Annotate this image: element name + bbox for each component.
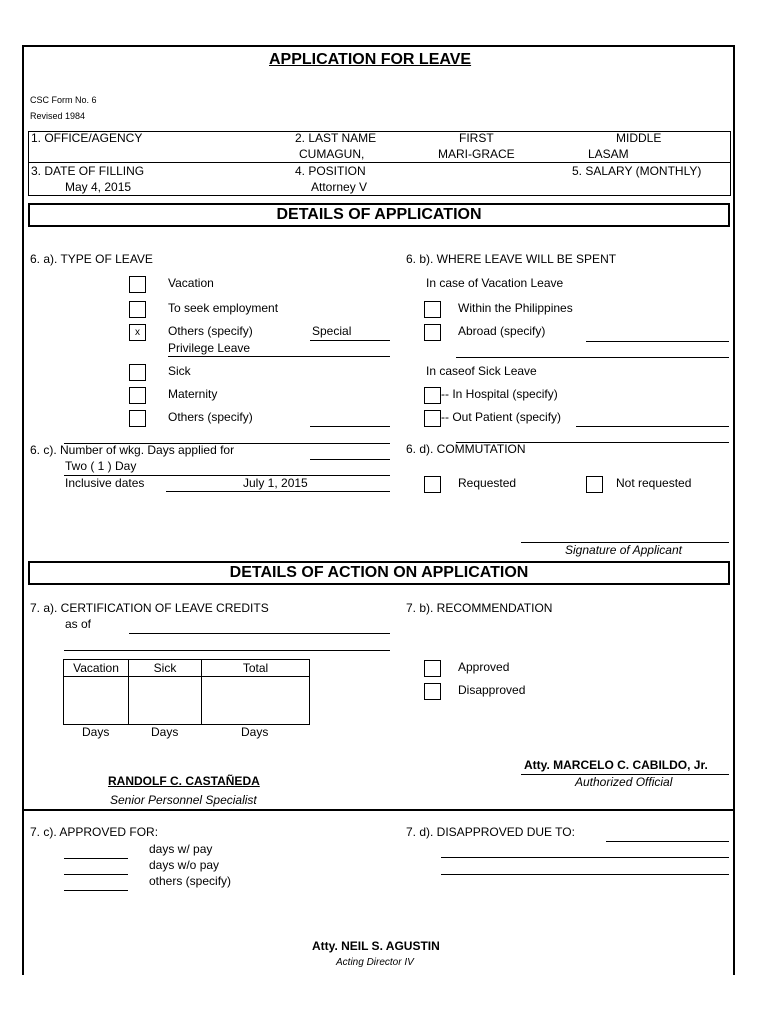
position-label: 4. POSITION bbox=[295, 164, 366, 178]
field-line[interactable] bbox=[606, 841, 729, 842]
days-with-pay-field[interactable] bbox=[64, 858, 128, 859]
divider bbox=[28, 195, 731, 196]
field-line bbox=[456, 357, 729, 358]
field-line bbox=[310, 340, 390, 341]
office-label: 1. OFFICE/AGENCY bbox=[31, 131, 143, 145]
approved-for-label: 7. c). APPROVED FOR: bbox=[30, 825, 159, 839]
approver-title: Acting Director IV bbox=[336, 957, 414, 968]
first-name-label: FIRST bbox=[459, 131, 494, 145]
others-specify-field[interactable] bbox=[64, 890, 128, 891]
hospital-label: -- In Hospital (specify) bbox=[441, 387, 558, 401]
others-label: Others (specify) bbox=[168, 324, 253, 338]
requested-checkbox[interactable] bbox=[424, 476, 441, 493]
signature-applicant-label: Signature of Applicant bbox=[565, 543, 682, 557]
as-of-label: as of bbox=[65, 617, 92, 631]
others2-label: Others (specify) bbox=[168, 410, 253, 424]
sick-label: Sick bbox=[168, 364, 191, 378]
recommendation-label: 7. b). RECOMMENDATION bbox=[406, 601, 553, 615]
days-applied-label: 6. c). Number of wkg. Days applied for bbox=[30, 443, 235, 457]
vacation-case-label: In case of Vacation Leave bbox=[426, 276, 564, 290]
approved-label: Approved bbox=[458, 660, 510, 674]
first-name-value[interactable]: MARI-GRACE bbox=[438, 147, 515, 161]
total-credit-cell[interactable] bbox=[202, 677, 310, 725]
others-value-line2[interactable]: Privilege Leave bbox=[168, 341, 251, 355]
leave-credits-table bbox=[63, 659, 310, 725]
within-philippines-checkbox[interactable] bbox=[424, 301, 441, 318]
disapproved-label: Disapproved bbox=[458, 683, 526, 697]
recommender-title: Authorized Official bbox=[575, 775, 673, 789]
outpatient-label: -- Out Patient (specify) bbox=[441, 410, 562, 424]
not-requested-checkbox[interactable] bbox=[586, 476, 603, 493]
middle-name-label: MIDDLE bbox=[616, 131, 662, 145]
certifier-name: RANDOLF C. CASTAÑEDA bbox=[108, 774, 260, 788]
inclusive-dates-label: Inclusive dates bbox=[65, 476, 145, 490]
requested-label: Requested bbox=[458, 476, 517, 490]
middle-name-value[interactable]: LASAM bbox=[588, 147, 629, 161]
vacation-credit-cell[interactable] bbox=[64, 677, 129, 725]
days-with-pay-label: days w/ pay bbox=[149, 842, 213, 856]
field-line bbox=[64, 650, 390, 651]
sick-checkbox[interactable] bbox=[129, 364, 146, 381]
days-without-pay-field[interactable] bbox=[64, 874, 128, 875]
col-total: Total bbox=[202, 660, 310, 677]
type-of-leave-label: 6. a). TYPE OF LEAVE bbox=[30, 252, 153, 266]
position-value[interactable]: Attorney V bbox=[311, 180, 368, 194]
divider bbox=[730, 131, 731, 195]
last-name-label: 2. LAST NAME bbox=[295, 131, 377, 145]
vacation-label: Vacation bbox=[168, 276, 214, 290]
others-checkbox[interactable]: x bbox=[129, 324, 146, 341]
commutation-label: 6. d). COMMUTATION bbox=[406, 442, 526, 456]
field-line bbox=[129, 633, 390, 634]
where-spent-label: 6. b). WHERE LEAVE WILL BE SPENT bbox=[406, 252, 617, 266]
outpatient-checkbox[interactable] bbox=[424, 410, 441, 427]
days-label-vacation: Days bbox=[82, 725, 110, 739]
recommender-name: Atty. MARCELO C. CABILDO, Jr. bbox=[524, 758, 708, 772]
form-revised: Revised 1984 bbox=[30, 111, 86, 121]
field-line[interactable] bbox=[441, 857, 729, 858]
days-label-sick: Days bbox=[151, 725, 179, 739]
sick-credit-cell[interactable] bbox=[129, 677, 202, 725]
field-line bbox=[586, 341, 729, 342]
divider bbox=[28, 131, 29, 195]
col-vacation: Vacation bbox=[64, 660, 129, 677]
field-line bbox=[456, 442, 729, 443]
field-line bbox=[310, 426, 390, 427]
approver-name: Atty. NEIL S. AGUSTIN bbox=[312, 939, 440, 953]
field-line bbox=[166, 491, 390, 492]
field-line bbox=[576, 426, 729, 427]
days-applied-value[interactable]: Two ( 1 ) Day bbox=[65, 459, 137, 473]
others-value[interactable]: Special bbox=[312, 324, 352, 338]
certifier-title: Senior Personnel Specialist bbox=[110, 793, 257, 807]
maternity-checkbox[interactable] bbox=[129, 387, 146, 404]
date-label: 3. DATE OF FILLING bbox=[31, 164, 145, 178]
col-sick: Sick bbox=[129, 660, 202, 677]
disapproved-checkbox[interactable] bbox=[424, 683, 441, 700]
within-philippines-label: Within the Philippines bbox=[458, 301, 573, 315]
field-line bbox=[168, 356, 390, 357]
salary-label: 5. SALARY (MONTHLY) bbox=[572, 164, 702, 178]
maternity-label: Maternity bbox=[168, 387, 218, 401]
days-without-pay-label: days w/o pay bbox=[149, 858, 220, 872]
divider bbox=[28, 162, 731, 163]
field-line bbox=[64, 443, 390, 444]
certification-label: 7. a). CERTIFICATION OF LEAVE CREDITS bbox=[30, 601, 269, 615]
others2-checkbox[interactable] bbox=[129, 410, 146, 427]
form-title: APPLICATION FOR LEAVE bbox=[269, 51, 472, 68]
others-specify-label: others (specify) bbox=[149, 874, 232, 888]
days-label-total: Days bbox=[241, 725, 269, 739]
approved-checkbox[interactable] bbox=[424, 660, 441, 677]
seek-employment-checkbox[interactable] bbox=[129, 301, 146, 318]
sick-case-label: In caseof Sick Leave bbox=[426, 364, 537, 378]
field-line[interactable] bbox=[441, 874, 729, 875]
section-details-of-application: DETAILS OF APPLICATION bbox=[28, 203, 730, 227]
last-name-value[interactable]: CUMAGUN, bbox=[299, 147, 365, 161]
field-line bbox=[310, 459, 390, 460]
date-value[interactable]: May 4, 2015 bbox=[65, 180, 132, 194]
form-number: CSC Form No. 6 bbox=[30, 95, 97, 105]
hospital-checkbox[interactable] bbox=[424, 387, 441, 404]
vacation-checkbox[interactable] bbox=[129, 276, 146, 293]
abroad-checkbox[interactable] bbox=[424, 324, 441, 341]
not-requested-label: Not requested bbox=[616, 476, 692, 490]
disapproved-due-label: 7. d). DISAPPROVED DUE TO: bbox=[406, 825, 575, 839]
seek-employment-label: To seek employment bbox=[168, 301, 279, 315]
inclusive-dates-value[interactable]: July 1, 2015 bbox=[243, 476, 308, 490]
section-details-of-action: DETAILS OF ACTION ON APPLICATION bbox=[28, 561, 730, 585]
divider bbox=[23, 809, 734, 811]
abroad-label: Abroad (specify) bbox=[458, 324, 546, 338]
